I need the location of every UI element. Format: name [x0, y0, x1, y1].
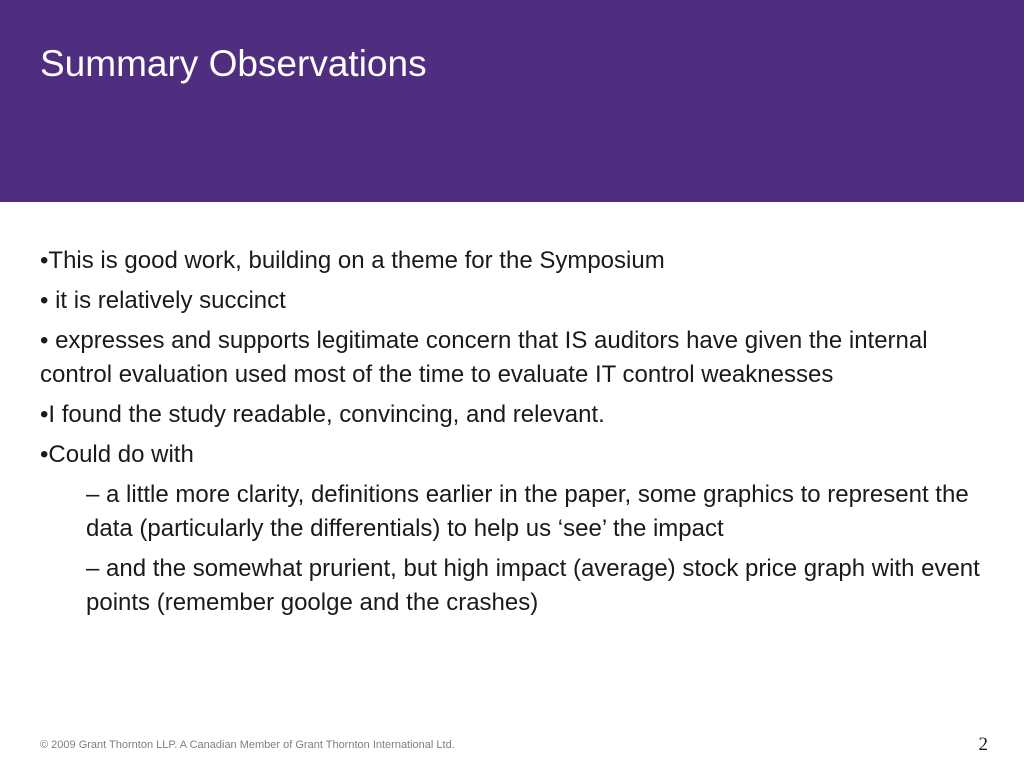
sub-bullet-item: – and the somewhat prurient, but high impact (average) stock price graph with event points (remember goolge and the crashes)	[86, 555, 980, 616]
sub-bullet-item: – a little more clarity, definitions earlier in the paper, some graphics to represent the data (particularly the differentials) to help us ‘see’ the impact	[86, 481, 969, 542]
bullet-item: •I found the study readable, convincing, and relevant.	[40, 401, 605, 428]
bullet-item: • expresses and supports legitimate concern that IS auditors have given the internal control evaluation used most of the time to evaluate IT control weaknesses	[40, 327, 928, 388]
page-number: 2	[978, 734, 988, 755]
bullet-item: •This is good work, building on a theme for the Symposium	[40, 247, 665, 274]
slide-body	[40, 244, 985, 626]
copyright-footer: © 2009 Grant Thornton LLP. A Canadian Member of Grant Thornton International Ltd.	[40, 739, 455, 751]
slide-title: Summary Observations	[40, 43, 427, 84]
bullet-item: • it is relatively succinct	[40, 287, 286, 314]
bullet-item: •Could do with	[40, 441, 194, 468]
title-banner	[0, 0, 1024, 202]
